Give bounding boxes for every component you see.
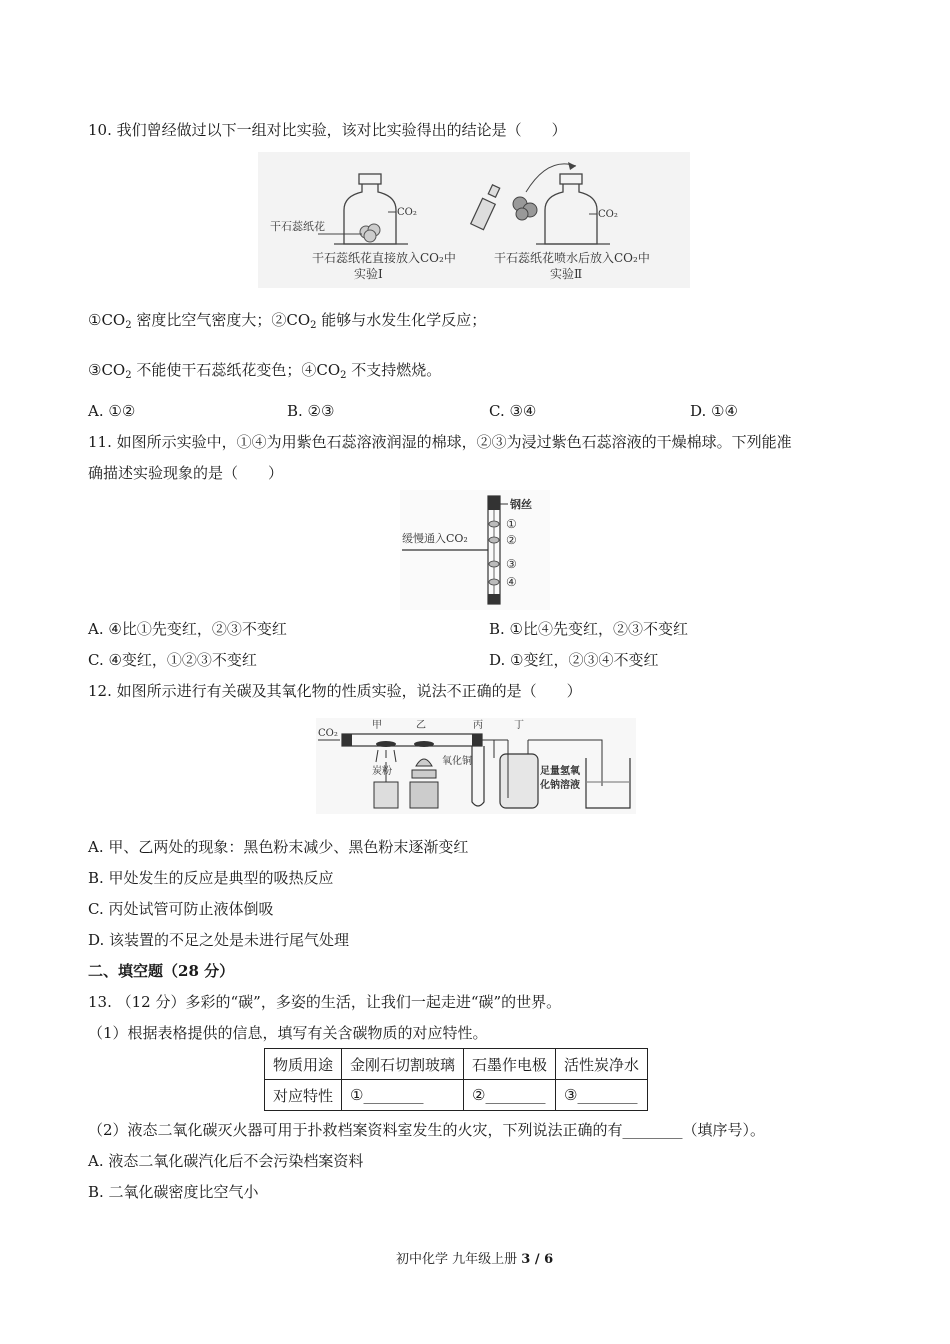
label-cuo: 氧化铜 <box>442 756 472 767</box>
q11-option-d: D. ①变红，②③④不变红 <box>489 651 659 669</box>
answer-blank-3[interactable]: ③________ <box>556 1080 648 1111</box>
q12-stem: 12. 如图所示进行有关碳及其氧化物的性质实验，说法不正确的是（ ） <box>88 682 582 700</box>
table-cell: 对应特性 <box>265 1080 342 1111</box>
q11-stem-line2: 确描述实验现象的是（ ） <box>88 464 284 482</box>
q10-option-b: B. ②③ <box>287 402 335 420</box>
ball-1: ① <box>506 517 517 531</box>
section-title: 二、填空题（28 分） <box>88 962 235 980</box>
q12-option-a: A. 甲、乙两处的现象：黑色粉末减少、黑色粉末逐渐变红 <box>88 838 469 856</box>
beaker-icon <box>586 758 630 808</box>
ball-3: ③ <box>506 557 517 571</box>
q13-part2: （2）液态二氧化碳灭火器可用于扑救档案资料室发生的火灾，下列说法正确的有________（填序号）。 <box>88 1121 766 1139</box>
table-cell: 金刚石切割玻璃 <box>342 1049 464 1080</box>
q13-stem: 13. （12 分）多彩的“碳”，多姿的生活，让我们一起走进“碳”的世界。 <box>88 993 562 1011</box>
label-ding: 丁 <box>514 720 524 731</box>
alcohol-lamp-1-icon <box>374 750 398 808</box>
gas-washing-bottle-icon <box>500 754 538 808</box>
ball-2: ② <box>506 533 517 547</box>
stopper-top-icon <box>488 496 500 510</box>
footer-text: 初中化学 九年级上册 <box>396 1252 522 1267</box>
copper-oxide-icon <box>414 741 434 747</box>
q13-option-b: B. 二氧化碳密度比空气小 <box>88 1183 259 1201</box>
page-footer <box>396 1248 553 1267</box>
q11-option-c: C. ④变红，①②③不变红 <box>88 651 257 669</box>
answer-blank-2[interactable]: ②________ <box>464 1080 556 1111</box>
q10-option-a: A. ①② <box>88 402 136 420</box>
carbon-powder-icon <box>376 741 396 747</box>
q10-stem: 10. 我们曾经做过以下一组对比实验，该对比实验得出的结论是（ ） <box>88 121 567 139</box>
label-co2-a: CO₂ <box>397 207 417 218</box>
q11-option-b: B. ①比④先变红，②③不变红 <box>489 620 689 638</box>
q11-stem-line1: 11. 如图所示实验中，①④为用紫色石蕊溶液润湿的棉球，②③为浸过紫色石蕊溶液的干燥棉球。下列能准 <box>88 433 792 451</box>
page-number: 3 / 6 <box>521 1252 554 1267</box>
wet-flower-icon <box>513 197 537 220</box>
label-carbon: 炭粉 <box>372 766 392 777</box>
combustion-tube-icon <box>342 734 482 746</box>
answer-blank-1[interactable]: ①________ <box>342 1080 464 1111</box>
q11-figure <box>400 490 550 610</box>
caption1-line1: 干石蕊纸花直接放入CO₂中 <box>312 251 456 265</box>
label-wire: 钢丝 <box>510 498 532 511</box>
label-flower: 干石蕊纸花 <box>270 220 325 233</box>
table-cell: 物质用途 <box>265 1049 342 1080</box>
label-co2-b: CO₂ <box>598 209 618 220</box>
label-bing: 丙 <box>473 720 483 731</box>
test-tube-icon <box>472 746 484 806</box>
label-jia: 甲 <box>372 720 382 731</box>
label-naoh-1: 足量氢氧 <box>540 766 580 777</box>
label-inlet: 缓慢通入CO₂ <box>402 532 468 545</box>
q12-option-c: C. 丙处试管可防止液体倒吸 <box>88 900 274 918</box>
table-cell: 活性炭净水 <box>556 1049 648 1080</box>
ball-4: ④ <box>506 575 517 589</box>
stopper-bottom-icon <box>488 594 500 604</box>
spray-bottle-icon <box>471 185 500 230</box>
table-cell: 石墨作电极 <box>464 1049 556 1080</box>
alcohol-lamp-2-icon <box>410 759 438 808</box>
q13-part1: （1）根据表格提供的信息，填写有关含碳物质的对应特性。 <box>88 1024 488 1042</box>
table-row <box>265 1080 648 1111</box>
label-yi: 乙 <box>416 720 426 731</box>
q10-option-d: D. ①④ <box>690 402 738 420</box>
label-co2: CO₂ <box>318 728 338 739</box>
label-naoh-2: 化钠溶液 <box>540 780 580 791</box>
q12-option-d: D. 该装置的不足之处是未进行尾气处理 <box>88 931 350 949</box>
q12-figure <box>316 718 636 814</box>
q10-statement-2: $③CO_2$ 不能使干石蕊纸花变色；$④CO_2$ 不支持燃烧。 <box>88 361 442 381</box>
q11-option-a: A. ④比①先变红，②③不变红 <box>88 620 287 638</box>
q12-option-b: B. 甲处发生的反应是典型的吸热反应 <box>88 869 334 887</box>
caption2-line1: 干石蕊纸花喷水后放入CO₂中 <box>494 251 650 265</box>
q10-figure <box>258 152 690 288</box>
paper-flower-icon <box>360 224 380 242</box>
table-row <box>265 1049 648 1080</box>
q10-option-c: C. ③④ <box>489 402 537 420</box>
caption1-line2: 实验Ⅰ <box>354 267 383 281</box>
carbon-properties-table <box>264 1048 648 1111</box>
q13-option-a: A. 液态二氧化碳汽化后不会污染档案资料 <box>88 1152 364 1170</box>
caption2-line2: 实验Ⅱ <box>550 267 583 281</box>
q10-statement-1: $①CO_2$ 密度比空气密度大；$②CO_2$ 能够与水发生化学反应； <box>88 311 487 331</box>
